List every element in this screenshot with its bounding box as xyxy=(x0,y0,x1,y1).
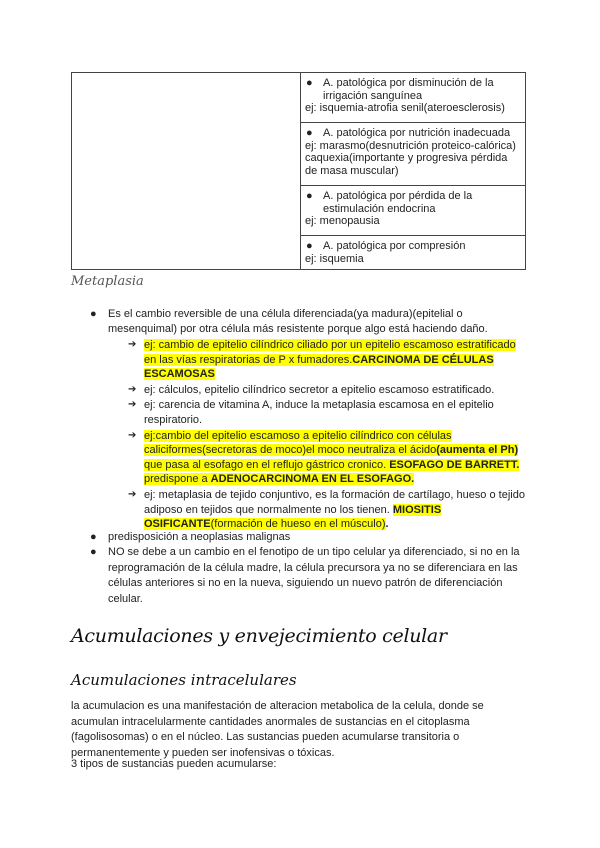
example-5-period: . xyxy=(385,518,389,531)
metaplasia-intro xyxy=(90,307,530,338)
example-1-text: ej: cambio de epitelio cilíndrico ciliado por un epitelio escamoso estratificado en las vías respiratorias de P x fumadores. xyxy=(144,339,516,366)
bullet-icon: ● xyxy=(306,240,313,252)
table-row xyxy=(301,236,525,269)
table-row xyxy=(301,73,525,123)
metaplasia-examples xyxy=(128,338,528,533)
table-left-column xyxy=(72,73,301,269)
list-item xyxy=(128,383,528,398)
row-example: ej: menopausia xyxy=(305,215,380,227)
example-5-note: (formación de hueso en el músculo) xyxy=(210,518,386,531)
atrophy-table xyxy=(71,72,526,270)
list-item xyxy=(128,398,528,427)
example-3-text: ej: carencia de vitamina A, induce la metaplasia escamosa en el epitelio respiratorio. xyxy=(144,399,494,426)
example-4-barrett: ESOFAGO DE BARRETT. xyxy=(389,458,520,471)
arrow-icon: ➔ xyxy=(128,488,137,500)
row-bullet-text: A. patológica por disminución de la irrigación sanguínea xyxy=(323,77,494,102)
bullet-3-text: NO se debe a un cambio en el fenotipo de un tipo celular ya diferenciado, si no en la reprogramación de la célula madre, la célula precursora ya no se diferenciara en las células anteriores si no en la nueva, siguiendo un nuevo patrón de diferenciación celular. xyxy=(108,546,520,605)
example-1-bold: CARCINOMA DE CÉLULAS ESCAMOSAS xyxy=(144,353,494,381)
metaplasia-heading: Metaplasia xyxy=(71,274,144,289)
metaplasia-bullets xyxy=(90,530,530,607)
row-bullet-text: A. patológica por nutrición inadecuada xyxy=(323,127,511,139)
arrow-icon: ➔ xyxy=(128,339,137,350)
section-subheading: Acumulaciones intracelulares xyxy=(71,671,297,689)
example-5-miositis: MIOSITIS OSIFICANTE xyxy=(144,503,442,531)
arrow-icon: ➔ xyxy=(128,429,137,441)
bullet-icon: ● xyxy=(306,127,313,139)
list-item xyxy=(128,488,528,532)
bullet-2-text: predisposición a neoplasias malignas xyxy=(108,531,291,543)
bullet-icon: ● xyxy=(306,77,313,89)
row-bullet-text: A. patológica por compresión xyxy=(323,240,466,252)
intro-text: Es el cambio reversible de una célula diferenciada(ya madura)(epitelial o mesenquimal) por otra célula más resistente porque algo está haciendo daño. xyxy=(108,308,488,336)
row-example: ej: isquemia-atrofia senil(ateroesclerosis) xyxy=(305,102,505,114)
section-heading: Acumulaciones y envejecimiento celular xyxy=(71,625,447,647)
example-2-text: ej: cálculos, epitelio cilíndrico secretor a epitelio escamoso estratificado. xyxy=(144,383,495,396)
example-4-adenocarcinoma: ADENOCARCINOMA EN EL ESOFAGO. xyxy=(210,473,415,486)
bullet-icon: ● xyxy=(90,546,97,559)
example-4-ph: (aumenta el Ph) xyxy=(436,444,519,457)
bullet-icon: ● xyxy=(90,531,97,543)
example-4-predispone: predispone a xyxy=(144,473,211,486)
example-5-text: ej: metaplasia de tejido conjuntivo, es la formación de cartílago, hueso o tejido adiposo en tejidos que normalmente no los tienen. xyxy=(144,488,525,516)
arrow-icon: ➔ xyxy=(128,399,137,411)
row-example: ej: marasmo(desnutrición proteico-calórica) caquexia(importante y progresiva pérdida de masa muscular) xyxy=(305,139,516,177)
list-item xyxy=(128,429,528,487)
table-row xyxy=(301,123,525,186)
row-example: ej: isquemia xyxy=(305,252,364,265)
row-bullet-text: A. patológica por pérdida de la estimulación endocrina xyxy=(323,190,473,215)
bullet-icon: ● xyxy=(90,308,97,320)
example-4-reflux: que pasa al esofago en el reflujo gástrico cronico. xyxy=(144,458,390,471)
section-paragraph: la acumulacion es una manifestación de alteracion metabolica de la celula, donde se acumulan intracelularmente cantidades anormales de sustancias en el citoplasma (fagolisosomas) o en el núcleo. Las sustancias pueden acumularse transitoria o permanentemente y pueden ser inofensivas o tóxicas. xyxy=(71,700,484,759)
example-4-text: ej:cambio del epitelio escamoso a epitelio cilíndrico con células caliciformes(secretoras de moco)el moco neutraliza el ácido xyxy=(144,429,452,457)
section-paragraph-2: 3 tipos de sustancias pueden acumularse: xyxy=(71,758,277,770)
list-item xyxy=(128,338,528,382)
arrow-icon: ➔ xyxy=(128,383,137,395)
table-row xyxy=(301,186,525,236)
bullet-icon: ● xyxy=(306,190,313,202)
